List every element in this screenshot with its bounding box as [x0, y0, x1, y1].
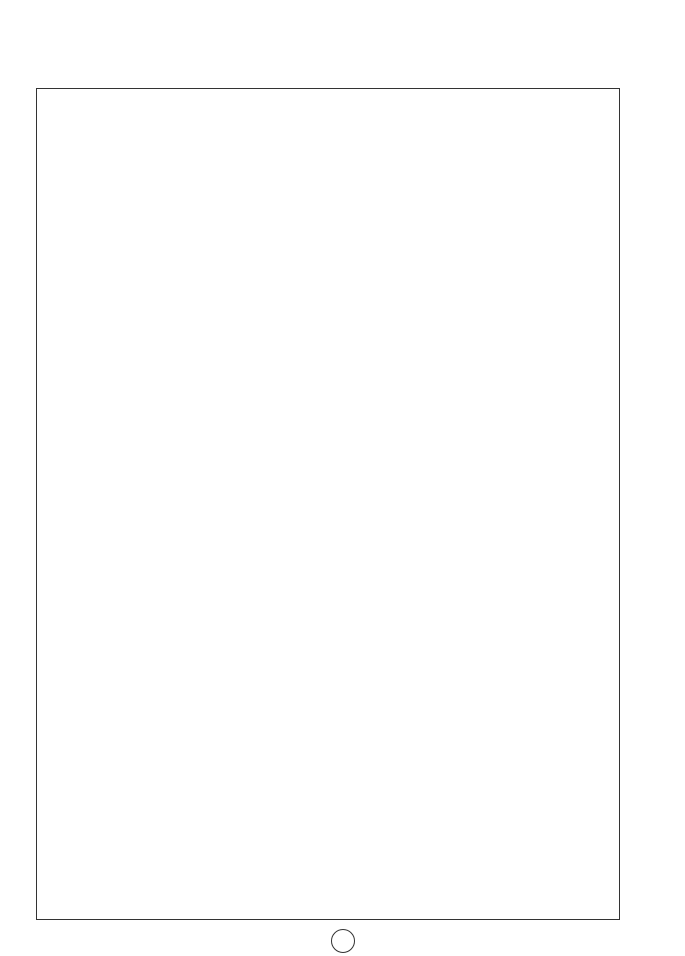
page-footer: [0, 928, 685, 954]
page-frame: [36, 88, 620, 920]
page-number: [331, 929, 355, 953]
